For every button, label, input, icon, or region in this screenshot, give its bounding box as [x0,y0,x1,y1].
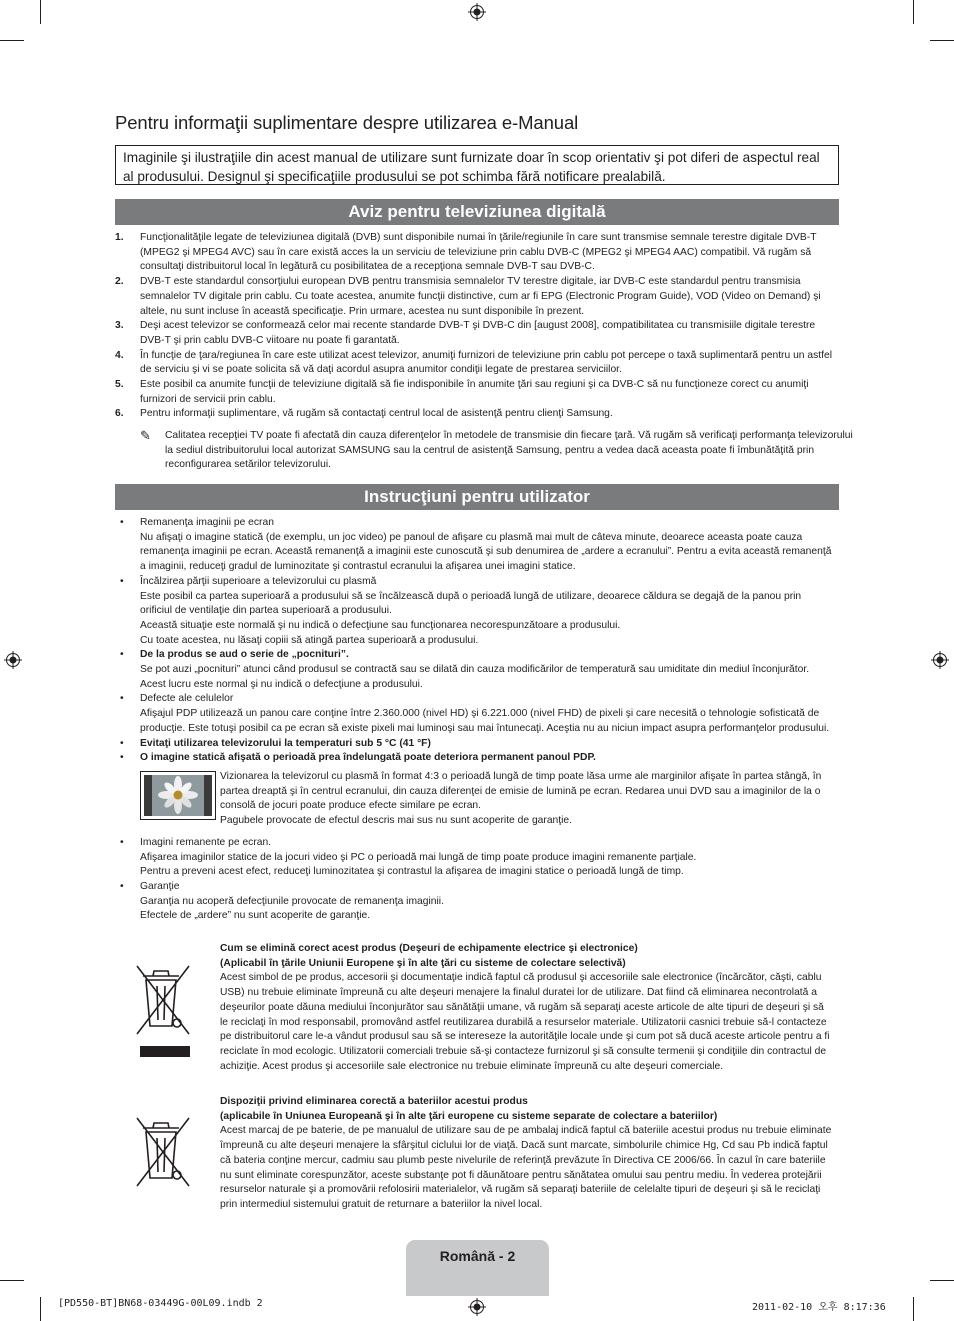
crop-mark [930,40,954,41]
crop-mark [0,40,24,41]
disclaimer-box: Imaginile şi ilustraţiile din acest manual de utilizare sunt furnizate doar în scop orientativ şi pot diferi de aspectul real al produsului. Designul şi specificaţiile produsului se pot schimba fără notificare prealabilă. [115,145,839,185]
crop-mark [40,0,41,24]
list-item: 6. Pentru informaţii suplimentare, vă rugăm să contactaţi centrul local de asistenţă pentru clienţi Samsung. [115,408,613,420]
list-item: 4. În funcţie de ţara/regiunea în care este utilizat acest televizor, anumiţi furnizori de televiziune prin cablu pot percepe o taxă suplimentară pentru un astfel de serviciu şi vi se poate solicita să vă daţi acordul asupra anumitor condiţii legate de prestarea serviciilor. [115,349,833,376]
page-number-tab [406,1240,549,1296]
weee-section: Cum se elimină corect acest produs (Deşeuri de echipamente electrice şi electronice) (Aplicabil în ţările Uniunii Europene şi în alte ţări cu sisteme de colectare selectivă) Acest simbol de pe produs, accesorii şi documentaţie indică faptul că produsul şi accesoriile sale electronice (încărcător, căşti, cablu USB) nu trebuie eliminate împreună cu alte deşeuri menajere la finalul duratei lor de utilizare. Dat fiind că eliminarea necontrolată a deşeurilor poate dăuna mediului înconjurător sau sănătăţii umane, vă rugăm să separaţi aceste articole de alte tipuri de deşeuri şi să le reciclaţi în mod responsabil, promovând astfel reutilizarea durabilă a resurselor materiale. Utilizatorii casnici trebuie să-l contacteze pe distribuitorul care le-a vândut produsul sau să se intereseze la autorităţile locale unde şi cum pot să ducă aceste articole pentru a fi reciclate în mod ecologic. Utilizatorii comerciali trebuie să-şi contacteze furnizorul şi să consulte termenii şi condiţiile din contractul de achiziţie. Acest produs şi accesoriile sale electronice nu trebuie eliminate împreună cu alte deşeuri comerciale. [220,943,830,1072]
crossed-bin-icon [133,1114,195,1190]
list-item: • O imagine statică afişată o perioadă prea îndelungată poate deteriora permanent panoul PDP. [120,752,596,764]
list-item: 2. DVB-T este standardul consorţiului european DVB pentru transmisia semnalelor TV terestre digitale, iar DVB-C este standardul pentru transmisia semnalelor TV digitale prin cablu. Cu toate acestea, anumite funcţii distinctive, cum ar fi EPG (Electronic Program Guide), VOD (Video on Demand) şi altele, nu sunt incluse în această specificaţie. Prin urmare, acestea nu sunt disponibile în prezent. [115,276,821,317]
flower-screen-image [140,771,216,820]
list-item: • Încălzirea părţii superioare a televizorului cu plasmă Este posibil ca partea superioară a produsului să se încălzească după o perioadă lungă de utilizare, deoarece căldura se degajă de la panou prin orificiul de ventilaţie din partea superioară a produsului. Această situaţie este normală şi nu indică o defecţiune sau funcţionarea necorespunzătoare a produsului. Cu toate acestea, nu lăsaţi copiii să atingă partea superioară a produsului. [120,575,802,646]
pdp-warning-text: Vizionarea la televizorul cu plasmă în format 4:3 o perioadă lungă de timp poate lăsa urme ale marginilor afişate în partea stângă, în partea dreaptă şi în centrul ecranului, din cauza diferenţei de emisie de lumină pe ecran. Redarea unui DVD sau a imaginilor de la o consolă de jocuri poate produce efecte similare pe ecran. Pagubele provocate de efectul descris mai sus nu sunt acoperite de garanţie. [220,770,822,827]
list-item: 3. Deşi acest televizor se conformează celor mai recente standarde DVB-T şi DVB-C din [august 2008], compatibilitatea cu transmisiile digitale terestre DVB-T şi prin cablu DVB-C viitoare nu poate fi garantată. [115,320,816,346]
print-slug-left: [PD550-BT]BN68-03449G-00L09.indb 2 [58,1298,263,1309]
list-item: • Garanţie Garanţia nu acoperă defecţiunile provocate de remanenţa imaginii. Efectele de „ardere” nu sunt acoperite de garanţie. [120,881,444,922]
section-heading-digital-tv: Aviz pentru televiziunea digitală [115,199,839,225]
section-heading-user-instructions: Instrucţiuni pentru utilizator [115,484,839,510]
registration-mark-icon [4,651,22,669]
crop-mark [913,0,914,24]
crossed-bin-icon [133,962,195,1060]
list-item: • Imagini remanente pe ecran. Afişarea imaginilor statice de la jocuri video şi PC o perioadă mai lungă de timp poate produce imagini remanente parţiale. Pentru a preveni acest efect, reduceţi luminozitatea şi contrastul la afişarea de imagini statice o perioadă lungă de timp. [120,836,697,878]
pdp-warning-block [140,770,834,832]
page-number: Română - 2 [439,1248,516,1264]
list-item: • Evitaţi utilizarea televizorului la temperaturi sub 5 °C (41 °F) [120,737,431,749]
print-slug-right: 2011-02-10 오후 8:17:36 [752,1302,886,1313]
list-item: • Defecte ale celulelor Afişajul PDP utilizează un panou care conţine între 2.360.000 (nivel HD) şi 6.221.000 (nivel FHD) de pixeli şi care necesită o tehnologie sofisticată de producţie. Este totuşi posibil ca pe ecran să existe pixeli mai luminoşi sau mai întunecaţi. Aceştia nu au niciun impact asupra performanţelor produsului. [120,693,830,734]
list-item: • Remanenţa imaginii pe ecran Nu afişaţi o imagine statică (de exemplu, un joc video) pe panoul de afişare cu plasmă mai mult de câteva minute, deoarece aceasta poate cauza remanenţa imaginii pe ecran. Această remanenţă a imaginii este cunoscută şi sub denumirea de „ardere a ecranului”. Pentru a evita această remanenţă a imaginii, reduceţi gradul de luminozitate şi contrastul ecranului la afişarea unei imagini statice. [120,517,832,573]
crop-mark [0,1280,24,1281]
user-instructions-list [118,516,834,924]
registration-mark-icon [468,1298,486,1316]
list-item: 1. Funcţionalităţile legate de televiziunea digitală (DVB) sunt disponibile numai în ţările/regiunile în care sunt transmise semnale terestre digitale DVB-T (MPEG2 şi MPEG4 AVC) sau în care există acces la un serviciu de televiziune prin cablu DVB-C (MPEG2 şi MPEG4 AAC) compatibil. Vă rugăm să consultaţi distribuitorul local în legătură cu posibilitatea de a recepţiona semnale DVB-T sau DVB-C. [115,232,817,273]
crop-mark [930,1280,954,1281]
pencil-note-icon: ✎ [140,428,151,443]
reception-note: ✎ Calitatea recepţiei TV poate fi afectată din cauza diferenţelor în metodele de transmisie din fiecare ţară. Vă rugăm să verificaţi performanţa televizorului la sediul distribuitorului local autorizat SAMSUNG sau la centrul de asistenţă Samsung, pentru a vedea dacă aceasta poate fi îmbunătăţită prin reconfigurarea setărilor televizorului. [140,428,853,471]
page-title: Pentru informaţii suplimentare despre utilizarea e-Manual [115,112,579,133]
crop-mark [40,1297,41,1321]
list-item: 5. Este posibil ca anumite funcţii de televiziune digitală să fie indisponibile în anumite ţări sau regiuni şi ca DVB-C să nu funcţioneze corect cu anumiţi furnizori de servicii prin cablu. [115,379,809,405]
digital-tv-list [115,231,835,422]
list-item: • De la produs se aud o serie de „pocnituri”. Se pot auzi „pocnituri” atunci când produsul se contractă sau se dilată din cauza modificărilor de temperatură sau umiditate din mediul înconjurător. Acest lucru este normal şi nu indică o defecţiune a produsului. [120,649,810,690]
registration-mark-icon [468,3,486,21]
crop-mark [913,1297,914,1321]
registration-mark-icon [931,651,949,669]
battery-section: Dispoziţii privind eliminarea corectă a bateriilor acestui produs (aplicabile în Uniunea Europeană şi în alte ţări europene cu sisteme separate de colectare a bateriilor) Acest marcaj de pe baterie, de pe manualul de utilizare sau de pe ambalaj indică faptul că bateriile acestui produs nu trebuie eliminate împreună cu alte deşeuri menajere la sfârşitul ciclului lor de viaţă. Dacă sunt marcate, simbolurile chimice Hg, Cd sau Pb indică faptul că bateria conţine mercur, cadmiu sau plumb peste nivelurile de referinţă prevăzute în Directiva CE 2006/66. În cazul în care bateriile nu sunt eliminate corespunzător, aceste substanţe pot fi dăunătoare pentru sănătatea omului sau pentru mediu. În vederea protejării resurselor naturale şi a promovării refolosirii materialelor, vă rugăm să separaţi bateriile de celelalte tipuri de deşeuri şi să le reciclaţi prin intermediul sistemului gratuit de returnare a bateriilor la nivel local. [220,1096,832,1210]
